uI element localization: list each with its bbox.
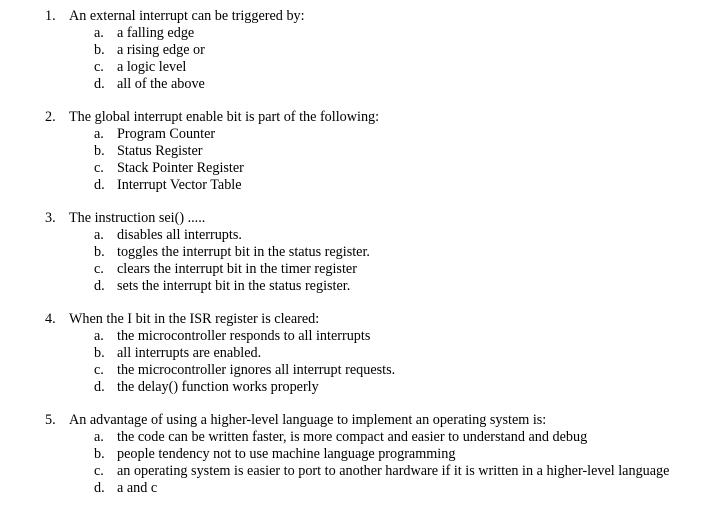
option-text: Stack Pointer Register [117, 160, 244, 176]
option-c [0, 362, 710, 379]
option-letter: b. [94, 42, 105, 58]
option-d [0, 177, 710, 194]
option-letter: a. [94, 126, 104, 142]
question-4 [0, 311, 710, 396]
option-text: clears the interrupt bit in the timer register [117, 261, 357, 277]
question-text: When the I bit in the ISR register is cleared: [69, 311, 320, 327]
question-5 [0, 412, 710, 497]
option-letter: b. [94, 244, 105, 260]
question-1 [0, 8, 710, 93]
option-text: the microcontroller ignores all interrupt requests. [117, 362, 396, 378]
question-stem [0, 311, 710, 328]
option-text: all of the above [117, 76, 205, 92]
option-d [0, 379, 710, 396]
question-text: An external interrupt can be triggered by: [69, 8, 305, 24]
option-letter: b. [94, 345, 105, 361]
option-letter: d. [94, 76, 105, 92]
option-text: sets the interrupt bit in the status register. [117, 278, 351, 294]
option-b [0, 42, 710, 59]
option-letter: a. [94, 429, 104, 445]
option-text: all interrupts are enabled. [117, 345, 262, 361]
question-text: The instruction sei() ..... [69, 210, 206, 226]
option-b [0, 345, 710, 362]
option-text: a logic level [117, 59, 187, 75]
option-text: a falling edge [117, 25, 195, 41]
option-letter: d. [94, 480, 105, 496]
option-c [0, 59, 710, 76]
option-d [0, 76, 710, 93]
question-stem [0, 109, 710, 126]
option-letter: c. [94, 160, 104, 176]
option-d [0, 278, 710, 295]
option-letter: b. [94, 446, 105, 462]
option-a [0, 328, 710, 345]
question-text: An advantage of using a higher-level language to implement an operating system is: [69, 412, 547, 428]
option-letter: d. [94, 177, 105, 193]
question-number: 2. [45, 109, 56, 125]
option-text: Interrupt Vector Table [117, 177, 242, 193]
option-b [0, 244, 710, 261]
question-number: 1. [45, 8, 56, 24]
option-letter: a. [94, 227, 104, 243]
option-letter: a. [94, 25, 104, 41]
option-a [0, 25, 710, 42]
option-text: an operating system is easier to port to another hardware if it is written in a higher-level language [117, 463, 670, 479]
question-number: 5. [45, 412, 56, 428]
option-letter: c. [94, 463, 104, 479]
question-text: The global interrupt enable bit is part of the following: [69, 109, 380, 125]
option-letter: d. [94, 278, 105, 294]
option-b [0, 446, 710, 463]
option-a [0, 429, 710, 446]
option-letter: d. [94, 379, 105, 395]
option-text: a and c [117, 480, 158, 496]
question-3 [0, 210, 710, 295]
option-a [0, 227, 710, 244]
option-letter: c. [94, 362, 104, 378]
option-c [0, 261, 710, 278]
question-number: 4. [45, 311, 56, 327]
question-stem [0, 8, 710, 25]
option-text: Program Counter [117, 126, 216, 142]
option-letter: c. [94, 261, 104, 277]
question-number: 3. [45, 210, 56, 226]
option-text: the delay() function works properly [117, 379, 319, 395]
option-b [0, 143, 710, 160]
option-text: toggles the interrupt bit in the status register. [117, 244, 370, 260]
option-d [0, 480, 710, 497]
option-letter: a. [94, 328, 104, 344]
question-2 [0, 109, 710, 194]
option-c [0, 463, 710, 480]
option-c [0, 160, 710, 177]
question-stem [0, 210, 710, 227]
option-letter: c. [94, 59, 104, 75]
question-stem [0, 412, 710, 429]
option-text: Status Register [117, 143, 203, 159]
option-a [0, 126, 710, 143]
option-text: the microcontroller responds to all interrupts [117, 328, 371, 344]
option-letter: b. [94, 143, 105, 159]
option-text: a rising edge or [117, 42, 205, 58]
option-text: people tendency not to use machine language programming [117, 446, 456, 462]
option-text: the code can be written faster, is more compact and easier to understand and debug [117, 429, 588, 445]
option-text: disables all interrupts. [117, 227, 242, 243]
